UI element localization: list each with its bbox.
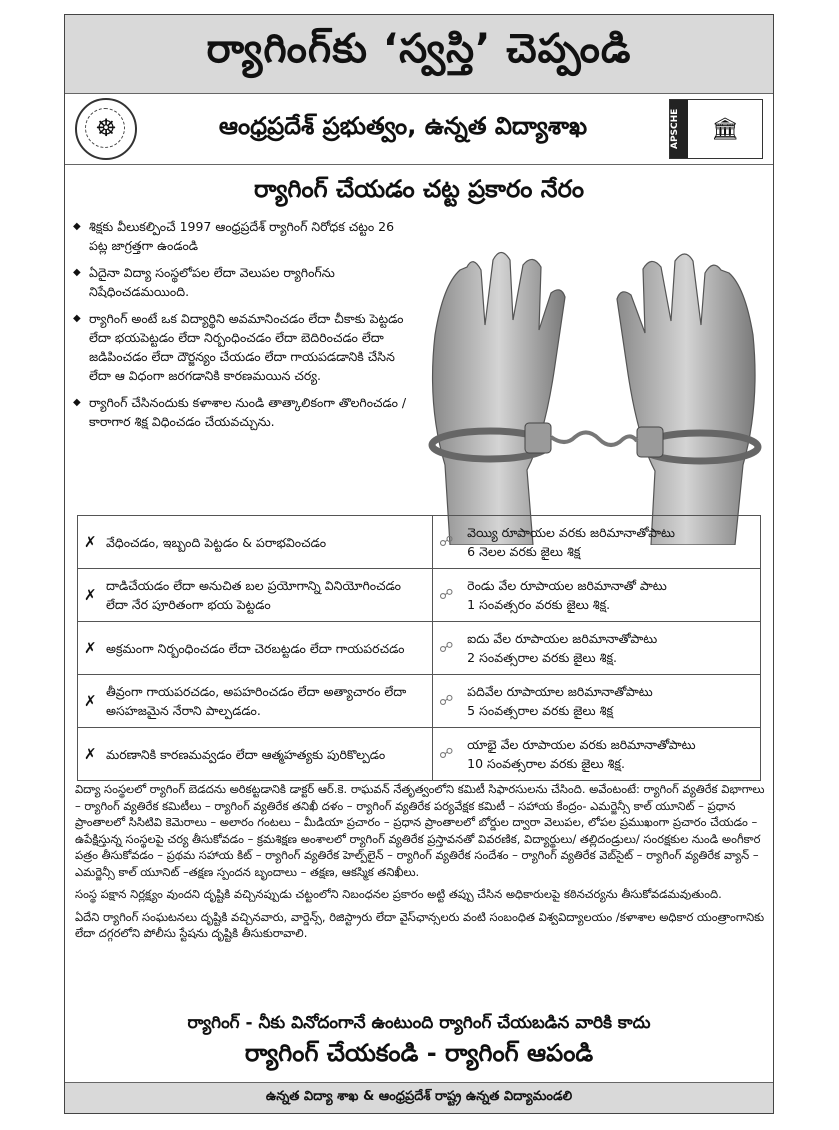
bullet-text: ర్యాగింగ్ చేసినందుకు కళాశాల నుండి తాత్కాలికంగా తొలగించడం / కారాగార శిక్ష విధించడం చేయవచ్చును. [89,395,407,429]
handcuffs-icon: ☍ [439,639,454,656]
offence-cell [78,675,433,728]
apsche-logo-text: APSCHE [670,100,688,158]
offence-cell [78,728,433,781]
diamond-bullet-icon: ◆ [73,397,81,408]
table-row [78,569,761,622]
title-banner [65,15,773,94]
diamond-bullet-icon: ◆ [73,313,81,324]
bullet-item [73,263,413,301]
government-header [65,94,773,165]
department-name: ఆంధ్రప్రదేశ్ ప్రభుత్వం, ఉన్నత విద్యాశాఖ [218,112,588,140]
bullet-text: ర్యాగింగ్ అంటే ఒక విద్యార్థిని అవమానించడం లేదా చీకాకు పెట్టడం లేదా భయపెట్టడం లేదా నిర్బంధించడం లేదా బెదిరించడం లేదా జడిపించడం లేదా దౌర్జన్యం చేయడం లేదా గాయపడడానికి చేసిన లేదా ఆ విధంగా జరగడానికి కారణమయిన చర్య. [89,311,404,383]
handcuffs-icon: ☍ [439,533,454,550]
cross-mark-icon: ✗ [84,585,97,604]
note-paragraph: ఏదేని ర్యాగింగ్ సంఘటనలు దృష్టికి వచ్చినవారు, వార్డెన్స్, రిజిస్ట్రారు లేదా వైస్‌ఛాన్సలరు వంటి సంబంధిత విశ్వవిద్యాలయం /కళాశాల అధికార యంత్రాంగానికు లేదా దగ్గరలోని పోలీసు స్టేషను దృష్టికి తీసుకురావాలి. [75,909,765,940]
offence-cell [78,516,433,569]
handcuffs-icon: ☍ [439,586,454,603]
slogan-line-2: ర్యాగింగ్ చేయకండి - ర్యాగింగ్ ఆపండి [244,1039,594,1067]
bullet-item [73,309,413,385]
handcuffed-hands-image [415,215,770,545]
offence-cell [78,569,433,622]
apsche-logo [669,99,763,159]
punishment-jail: 10 సంవత్సరాల వరకు జైలు శిక్ష. [467,756,625,771]
punishment-jail: 6 నెలల వరకు జైలు శిక్ష [467,544,581,559]
punishment-fine: యాభై వేల రూపాయల వరకు జరిమానాతోపాటు [467,737,696,752]
offence-cell [78,622,433,675]
punishment-fine: రెండు వేల రూపాయల జరిమానాతో పాటు [467,578,667,593]
punishment-fine: పదివేల రూపాయాల జరిమానాతోపాటు [467,684,653,699]
table-row [78,622,761,675]
table-row [78,516,761,569]
bullet-text: ఏదైనా విద్యా సంస్థలోపల లేదా వెలుపల ర్యాగింగ్‌ను నిషేధించడమయింది. [89,265,335,299]
cross-mark-icon: ✗ [84,691,97,710]
cross-mark-icon: ✗ [84,638,97,657]
punishment-cell [433,622,761,675]
cross-mark-icon: ✗ [84,744,97,763]
punishment-cell [433,728,761,781]
pillars-icon: 🏛 [711,116,739,142]
punishment-cell [433,569,761,622]
punishment-fine: వెయ్యి రూపాయల వరకు జరిమానాతోపాటు [467,525,675,540]
offence-text: దాడిచేయడం లేదా అనుచిత బల ప్రయోగాన్ని వినియోగించడం లేదా నేర పూరితంగా భయ పెట్టడం [106,578,402,612]
punishment-fine: ఐదు వేల రూపాయల జరిమానాతోపాటు [467,631,658,646]
bullet-item [73,393,413,431]
punishment-jail: 5 సంవత్సరాల వరకు జైలు శిక్ష [467,703,613,718]
poster [64,14,774,1114]
notes-section [75,781,765,948]
diamond-bullet-icon: ◆ [73,267,81,278]
handcuffs-icon: ☍ [439,692,454,709]
punishment-jail: 1 సంవత్సరం వరకు జైలు శిక్ష. [467,597,611,612]
government-seal-icon [75,98,137,160]
punishment-jail: 2 సంవత్సరాల వరకు జైలు శిక్ష. [467,650,617,665]
bullet-text: శిక్షకు వీలుకల్పించే 1997 ఆంధ్రప్రదేశ్ ర్యాగింగ్ నిరోధక చట్టం 26 పట్ల జాగ్రత్తగా ఉండండి [89,219,395,253]
table-row [78,675,761,728]
bullet-list [73,217,413,439]
handcuffs-icon: ☍ [439,745,454,762]
footer-text: ఉన్నత విద్యా శాఖ & ఆంధ్రప్రదేశ్ రాష్ట్ర ఉన్నత విద్యామండలి [265,1089,573,1104]
note-paragraph: విద్యా సంస్థలలో ర్యాగింగ్ బెడదను అరికట్టడానికి డాక్టర్ ఆర్.కె. రాఘవన్ నేతృత్వంలోని కమిటీ సిఫారసులను చేసింది. అవేంటంటే: ర్యాగింగ్ వ్యతిరేక విభాగాలు – ర్యాగింగ్ వ్యతిరేక కమిటీలు – ర్యాగింగ్ వ్యతిరేక తనిఖీ దళం – ర్యాగింగ్ వ్యతిరేక పర్యవేక్షక కమిటీ – సహాయ కేంద్రం- ఎమర్జెన్సీ కాల్ యూనిట్ – ప్రధాన ప్రాంతాలలో సిసిటివి కెమెరాలు – అలారం గంటలు – మీడియా ప్రచారం – ప్రధాన ప్రాంతాలలో బోర్డుల ద్వారా వెలుపల, లోపల ప్రముఖంగా ప్రచారం చేయడం – ఉపేక్షిస్తున్న సంస్థలపై చర్య తీసుకోవడం – క్రమశిక్షణ అంశాలలో ర్యాగింగ్ వ్యతిరేక ప్రస్తావనతో వివరణిక, విద్యార్థులు/ తల్లిదండ్రులు/ సంరక్షకుల నుండి అంగీకార పత్రం తీసుకోవడం – ప్రథమ సహాయ కిట్ – ర్యాగింగ్ వ్యతిరేక హెల్ప్‌లైన్ – ర్యాగింగ్ వ్యతిరేక సందేశం – ర్యాగింగ్ వ్యతిరేక వెబ్‌సైట్ – ర్యాగింగ్ వ్యతిరేక వ్యాన్ – ఎమర్జెన్సీ కాల్ యూనిట్ –తక్షణ స్పందన బృందాలు – తక్షణ, ఆకస్మిక తనిఖీలు. [75,782,765,879]
intro-section [65,215,773,545]
offence-text: తీవ్రంగా గాయపరచడం, అపహరించడం లేదా అత్యాచారం లేదా అసహజమైన నేరాని పాల్పడడం. [106,684,407,718]
punishment-cell [433,516,761,569]
diamond-bullet-icon: ◆ [73,221,81,232]
slogan-line-1: ర్యాగింగ్ - నీకు వినోదంగానే ఉంటుంది ర్యాగింగ్ చేయబడిన వారికి కాదు [187,1013,651,1033]
footer-bar [65,1082,773,1113]
banner-title: ర్యాగింగ్‌కు ‘స్వస్తి’ చెప్పండి [206,26,632,72]
cross-mark-icon: ✗ [84,532,97,551]
punishment-cell [433,675,761,728]
note-paragraph: సంస్థ పక్షాన నిర్లక్ష్యం వుందని దృష్టికి వచ్చినప్పుడు చట్టంలోని నిబంధనల ప్రకారం అట్టి తప్పు చేసిన అధికారులపై కఠినచర్యను తీసుకోవడమవుతుంది. [75,887,722,901]
penalty-table [77,515,761,781]
sub-heading: ర్యాగింగ్ చేయడం చట్ట ప్రకారం నేరం [253,175,584,203]
offence-text: అక్రమంగా నిర్బంధించడం లేదా చెరబట్టడం లేదా గాయపరచడం [106,640,405,656]
table-row [78,728,761,781]
offence-text: మరణానికి కారణమవ్వడం లేదా ఆత్మహత్యకు పురికొల్పడం [106,746,386,762]
bullet-item [73,217,413,255]
offence-text: వేధించడం, ఇబ్బంది పెట్టడం & పరాభవించడం [106,534,327,550]
